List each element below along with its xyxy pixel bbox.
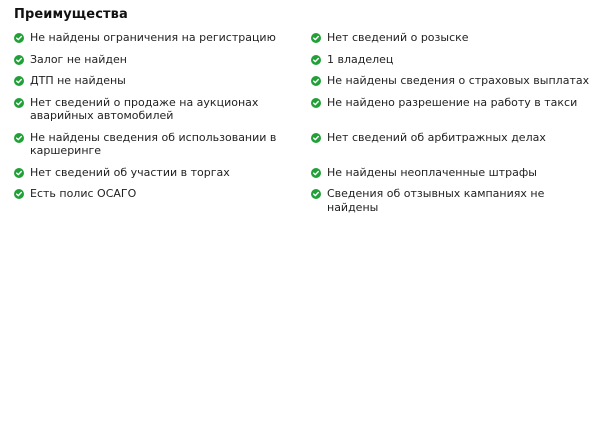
advantage-item	[311, 92, 590, 127]
advantage-item	[14, 70, 311, 92]
advantage-label: Сведения об отзывных кампаниях не найдены	[327, 187, 545, 214]
advantage-item	[14, 127, 311, 162]
check-circle-icon	[14, 33, 24, 43]
check-circle-icon	[311, 55, 321, 65]
advantage-label: Нет сведений о продаже на аукционах аварийных автомобилей	[30, 95, 259, 122]
advantage-item	[311, 27, 590, 49]
check-circle-icon	[311, 133, 321, 143]
check-circle-icon	[311, 189, 321, 199]
advantage-label: Нет сведений об арбитражных делах	[327, 130, 546, 144]
check-circle-icon	[14, 168, 24, 178]
advantage-label: Не найдены сведения о страховых выплатах	[327, 74, 590, 87]
advantage-label: Нет сведений об участии в торгах	[30, 165, 230, 179]
check-circle-icon	[14, 133, 24, 143]
advantage-item	[311, 127, 590, 162]
check-circle-icon	[14, 55, 24, 65]
advantages-section	[14, 6, 590, 218]
advantages-list	[14, 27, 590, 218]
advantage-label: Нет сведений о розыске	[327, 31, 469, 44]
advantage-label: Не найдены ограничения на регистрацию	[30, 31, 276, 44]
advantage-label: Есть полис ОСАГО	[30, 187, 137, 200]
advantage-label: Не найдено разрешение на работу в такси	[327, 95, 578, 109]
check-circle-icon	[311, 76, 321, 86]
advantage-item	[311, 70, 590, 92]
advantage-item	[311, 49, 590, 71]
advantage-item	[14, 27, 311, 49]
advantage-label: Не найдены сведения об использовании в каршеринге	[30, 130, 277, 157]
check-circle-icon	[311, 98, 321, 108]
advantage-label: ДТП не найдены	[30, 74, 126, 87]
advantage-label: Залог не найден	[30, 52, 127, 66]
advantage-item	[311, 183, 590, 218]
check-circle-icon	[14, 98, 24, 108]
advantage-label: Не найдены неоплаченные штрафы	[327, 165, 537, 179]
section-title: Преимущества	[14, 7, 128, 22]
check-circle-icon	[14, 76, 24, 86]
advantage-item	[311, 162, 590, 184]
check-circle-icon	[311, 168, 321, 178]
advantage-item	[14, 162, 311, 184]
check-circle-icon	[311, 33, 321, 43]
advantage-item	[14, 49, 311, 71]
advantage-item	[14, 92, 311, 127]
advantage-item	[14, 183, 311, 218]
advantage-label: 1 владелец	[327, 52, 394, 66]
check-circle-icon	[14, 189, 24, 199]
